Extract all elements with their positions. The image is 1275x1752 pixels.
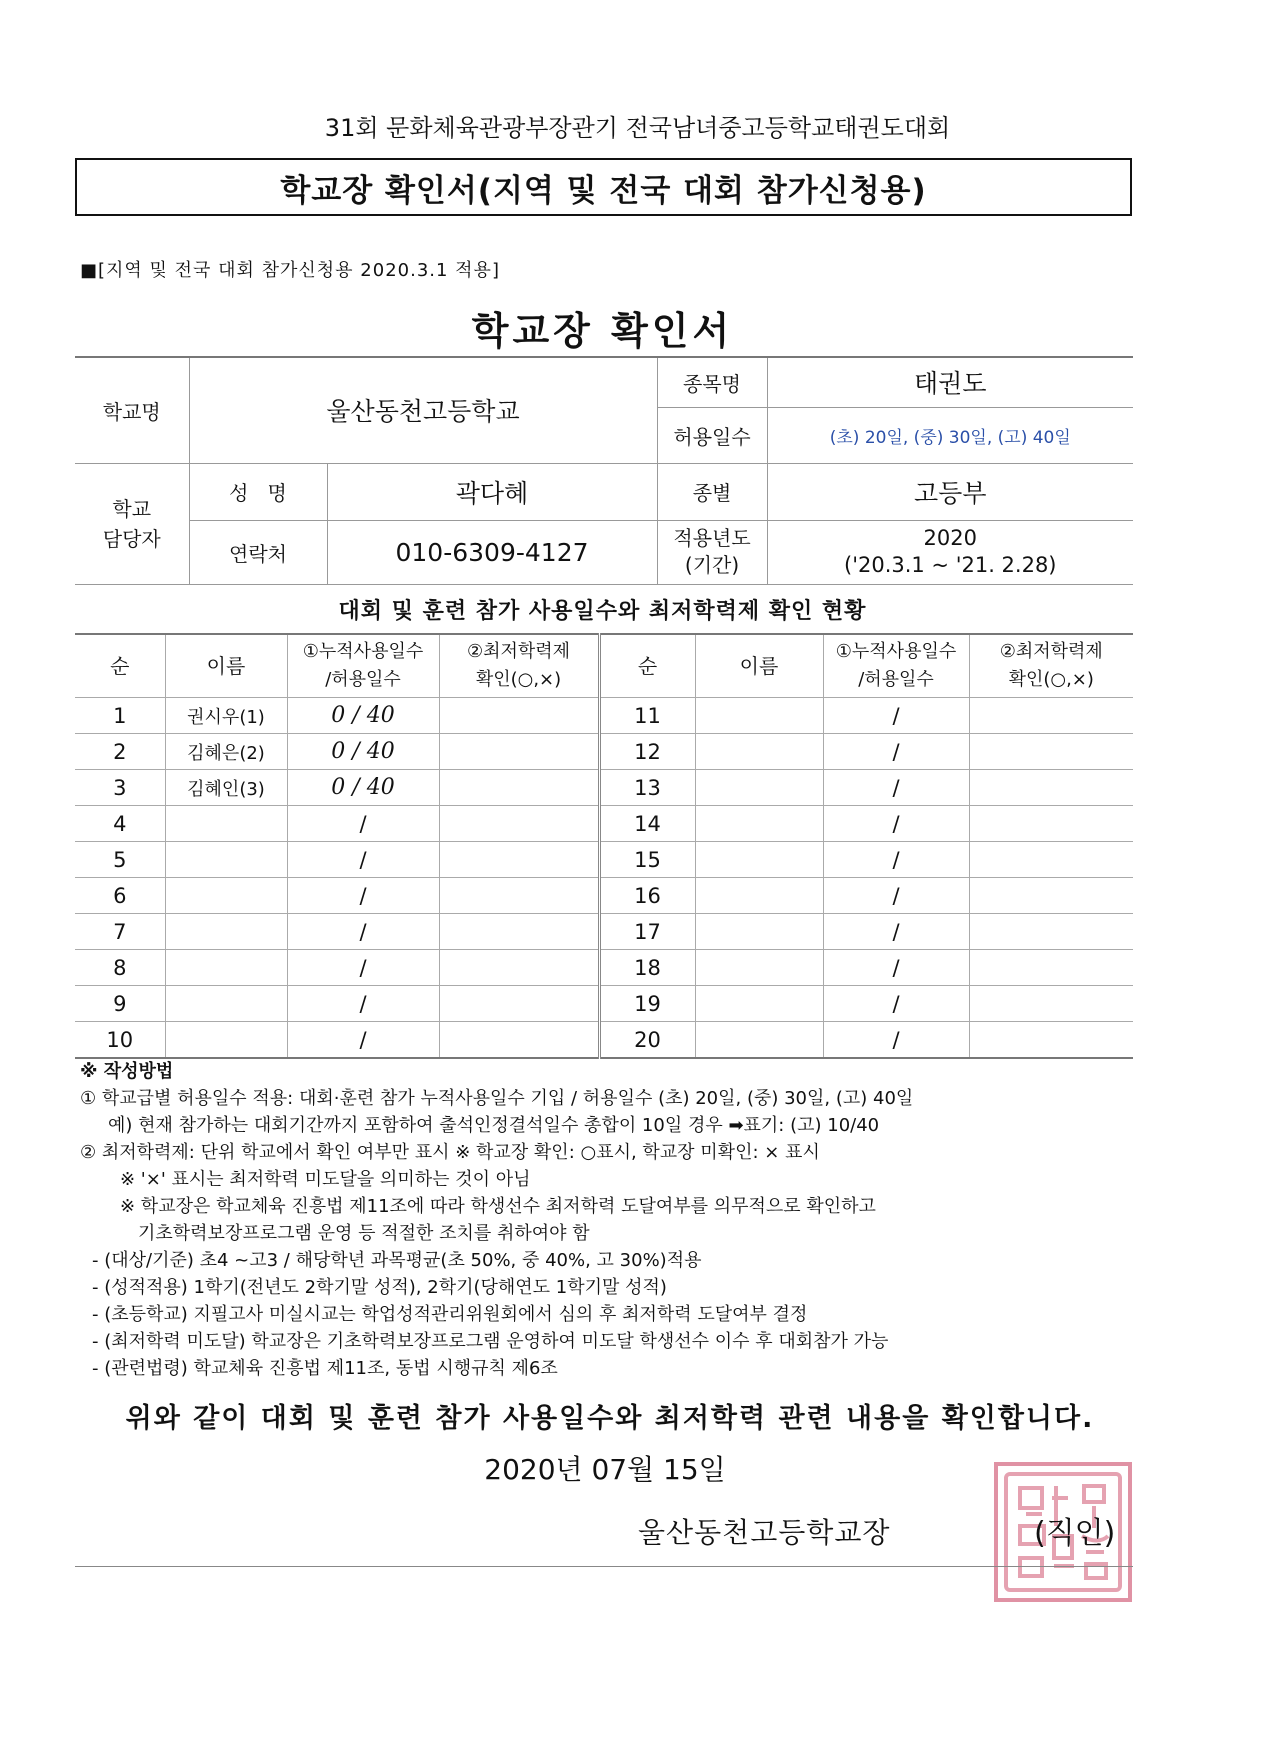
row-days: / xyxy=(823,734,969,770)
row-no: 4 xyxy=(75,806,165,842)
header-no: 순 xyxy=(75,634,165,698)
status-title: 대회 및 훈련 참가 사용일수와 최저학력제 확인 현황 xyxy=(338,599,867,624)
row-academic xyxy=(969,842,1133,878)
row-name xyxy=(695,770,823,806)
instruction-line: - (초등학교) 지필고사 미실시교는 학업성적관리위원회에서 심의 후 최저학력 도달여부 결정 xyxy=(92,1304,808,1325)
row-academic xyxy=(439,842,599,878)
status-rows xyxy=(75,698,1133,1059)
applies-note: ■[지역 및 전국 대회 참가신청용 2020.3.1 적용] xyxy=(80,260,500,281)
form-title-box xyxy=(75,158,1132,216)
row-name xyxy=(165,950,287,986)
row-academic xyxy=(969,770,1133,806)
row-academic xyxy=(969,914,1133,950)
sport-label: 종목명 xyxy=(657,357,767,407)
row-academic xyxy=(969,986,1133,1022)
allowed-days-label: 허용일수 xyxy=(657,407,767,463)
row-no: 7 xyxy=(75,914,165,950)
row-no: 10 xyxy=(75,1022,165,1059)
school-name-label: 학교명 xyxy=(75,357,189,463)
school-name-value: 울산동천고등학교 xyxy=(189,357,657,463)
row-name xyxy=(695,914,823,950)
name-label: 성 명 xyxy=(189,463,327,520)
row-name xyxy=(165,1022,287,1059)
instruction-line: - (대상/기준) 초4 ~고3 / 해당학년 과목평균(초 50%, 중 40%, 고 30%)적용 xyxy=(92,1250,702,1271)
row-academic xyxy=(439,734,599,770)
table-row xyxy=(75,1022,1133,1059)
row-academic xyxy=(439,1022,599,1059)
year-label: 적용년도 (기간) xyxy=(657,520,767,584)
table-row xyxy=(75,914,1133,950)
header-academic: ②최저학력제 확인(○,×) xyxy=(969,634,1133,698)
bottom-divider xyxy=(75,1566,1133,1567)
row-name xyxy=(165,914,287,950)
row-academic xyxy=(439,986,599,1022)
row-name xyxy=(695,806,823,842)
row-name xyxy=(695,698,823,734)
phone-value: 010-6309-4127 xyxy=(327,520,657,584)
row-name xyxy=(165,842,287,878)
header-academic: ②최저학력제 확인(○,×) xyxy=(439,634,599,698)
instruction-line: ※ 학교장은 학교체육 진흥법 제11조에 따라 학생선수 최저학력 도달여부를 의무적으로 확인하고 xyxy=(120,1196,876,1217)
row-no: 5 xyxy=(75,842,165,878)
row-name xyxy=(165,986,287,1022)
row-academic xyxy=(439,914,599,950)
table-row xyxy=(75,698,1133,734)
row-no: 15 xyxy=(599,842,695,878)
row-days: / xyxy=(823,770,969,806)
contact-person-label: 학교 담당자 xyxy=(75,463,189,584)
row-days: / xyxy=(287,986,439,1022)
allowed-days-value: (초) 20일, (중) 30일, (고) 40일 xyxy=(767,407,1133,463)
division-label: 종별 xyxy=(657,463,767,520)
row-no: 3 xyxy=(75,770,165,806)
row-days: / xyxy=(823,878,969,914)
header-days: ①누적사용일수 /허용일수 xyxy=(287,634,439,698)
row-days: / xyxy=(287,1022,439,1059)
row-days: / xyxy=(287,806,439,842)
instruction-line: - (최저학력 미도달) 학교장은 기초학력보장프로그램 운영하여 미도달 학생선수 이수 후 대회참가 가능 xyxy=(92,1331,889,1352)
header-no: 순 xyxy=(599,634,695,698)
row-no: 12 xyxy=(599,734,695,770)
division-value: 고등부 xyxy=(767,463,1133,520)
instruction-line: 기초학력보장프로그램 운영 등 적절한 조치를 취하여야 함 xyxy=(138,1223,590,1244)
row-days: / xyxy=(287,842,439,878)
row-name xyxy=(165,806,287,842)
row-name: 권시우(1) xyxy=(165,698,287,734)
table-row xyxy=(75,950,1133,986)
table-row xyxy=(75,878,1133,914)
school-info-table xyxy=(75,356,1133,585)
row-no: 14 xyxy=(599,806,695,842)
year-cell xyxy=(767,520,1133,584)
row-days: / xyxy=(823,842,969,878)
row-name xyxy=(695,950,823,986)
instruction-line: ② 최저학력제: 단위 학교에서 확인 여부만 표시 ※ 학교장 확인: ○표시, 학교장 미확인: × 표시 xyxy=(80,1142,820,1163)
row-no: 20 xyxy=(599,1022,695,1059)
header-days: ①누적사용일수 /허용일수 xyxy=(823,634,969,698)
row-name: 김혜은(2) xyxy=(165,734,287,770)
row-name xyxy=(695,734,823,770)
row-academic xyxy=(439,878,599,914)
row-days: / xyxy=(287,914,439,950)
table-row xyxy=(75,842,1133,878)
header-name: 이름 xyxy=(165,634,287,698)
row-days: / xyxy=(823,950,969,986)
table-row xyxy=(75,806,1133,842)
row-no: 6 xyxy=(75,878,165,914)
instruction-line: ① 학교급별 허용일수 적용: 대회·훈련 참가 누적사용일수 기입 / 허용일수 (초) 20일, (중) 30일, (고) 40일 xyxy=(80,1088,914,1109)
instructions-heading: ※ 작성방법 xyxy=(80,1061,174,1082)
header-name: 이름 xyxy=(695,634,823,698)
instruction-line: 예) 현재 참가하는 대회기간까지 포함하여 출석인정결석일수 총합이 10일 경우 ➡표기: (고) 10/40 xyxy=(108,1115,880,1136)
event-title: 31회 문화체육관광부장관기 전국남녀중고등학교태권도대회 xyxy=(324,114,951,142)
row-days: / xyxy=(823,914,969,950)
row-name xyxy=(165,878,287,914)
row-academic xyxy=(439,698,599,734)
row-academic xyxy=(969,1022,1133,1059)
instruction-line: - (성적적용) 1학기(전년도 2학기말 성적), 2학기(당해연도 1학기말 성적) xyxy=(92,1277,667,1298)
instruction-line: - (관련법령) 학교체육 진흥법 제11조, 동법 시행규칙 제6조 xyxy=(92,1358,558,1379)
row-name xyxy=(695,878,823,914)
year-period: ('20.3.1 ~ '21. 2.28) xyxy=(844,553,1057,577)
row-days: / xyxy=(823,698,969,734)
row-name: 김혜인(3) xyxy=(165,770,287,806)
row-days: / xyxy=(823,986,969,1022)
principal-name: 울산동천고등학교장 xyxy=(638,1516,891,1549)
row-no: 18 xyxy=(599,950,695,986)
row-academic xyxy=(969,734,1133,770)
row-name xyxy=(695,986,823,1022)
row-academic xyxy=(969,950,1133,986)
row-academic xyxy=(439,806,599,842)
instructions xyxy=(80,1058,1160,1382)
seal-label: (직인) xyxy=(1034,1516,1116,1551)
row-days: / xyxy=(823,806,969,842)
row-no: 17 xyxy=(599,914,695,950)
row-days: / xyxy=(287,878,439,914)
row-no: 19 xyxy=(599,986,695,1022)
table-row xyxy=(75,734,1133,770)
status-table xyxy=(75,633,1133,1059)
confirm-statement: 위와 같이 대회 및 훈련 참가 사용일수와 최저학력 관련 내용을 확인합니다. xyxy=(125,1403,1095,1434)
row-academic xyxy=(439,950,599,986)
row-days: / xyxy=(287,950,439,986)
row-days: 0 / 40 xyxy=(287,734,439,770)
sport-value: 태권도 xyxy=(767,357,1133,407)
row-no: 8 xyxy=(75,950,165,986)
row-no: 13 xyxy=(599,770,695,806)
row-name xyxy=(695,842,823,878)
row-no: 11 xyxy=(599,698,695,734)
row-days: 0 / 40 xyxy=(287,770,439,806)
main-title: 학교장 확인서 xyxy=(471,309,734,353)
phone-label: 연락처 xyxy=(189,520,327,584)
year-value: 2020 xyxy=(923,526,977,550)
row-academic xyxy=(969,878,1133,914)
table-row xyxy=(75,986,1133,1022)
row-academic xyxy=(969,698,1133,734)
row-no: 2 xyxy=(75,734,165,770)
row-academic xyxy=(969,806,1133,842)
row-no: 1 xyxy=(75,698,165,734)
instruction-line: ※ '×' 표시는 최저학력 미도달을 의미하는 것이 아님 xyxy=(120,1169,531,1190)
row-days: 0 / 40 xyxy=(287,698,439,734)
confirm-date: 2020년 07월 15일 xyxy=(484,1453,726,1486)
row-name xyxy=(695,1022,823,1059)
row-no: 16 xyxy=(599,878,695,914)
form-title: 학교장 확인서(지역 및 전국 대회 참가신청용) xyxy=(280,172,927,209)
table-row xyxy=(75,770,1133,806)
row-days: / xyxy=(823,1022,969,1059)
row-no: 9 xyxy=(75,986,165,1022)
name-value: 곽다혜 xyxy=(327,463,657,520)
row-academic xyxy=(439,770,599,806)
